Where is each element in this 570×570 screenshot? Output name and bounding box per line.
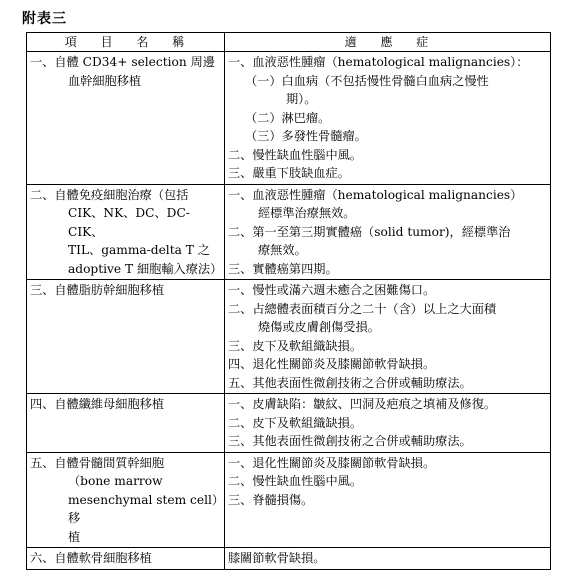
item-name-cell	[27, 452, 225, 548]
indication-line: 三、皮下及軟組織缺損。	[228, 338, 363, 353]
item-name-line: 四、自體纖維母細胞移植	[30, 397, 165, 411]
indication-line: 一、退化性關節炎及膝關節軟骨缺損。	[228, 455, 436, 470]
item-name-line: （bone marrow	[68, 474, 163, 488]
document-title: 附表三	[22, 11, 67, 27]
table-row	[27, 184, 551, 280]
item-name-line: 三、自體脂肪幹細胞移植	[30, 283, 165, 297]
indication-line: （二）淋巴瘤。	[245, 110, 331, 125]
item-name-line: 一、自體 CD34+ selection 周邊	[30, 55, 215, 69]
table-row	[27, 394, 551, 453]
indication-cell	[225, 280, 551, 394]
indication-line: 一、慢性或滿六週未癒合之困難傷口。	[228, 283, 436, 297]
indication-line: 二、占總體表面積百分之二十（含）以上之大面積	[228, 301, 497, 316]
item-name-cell	[27, 394, 225, 453]
item-name-line: TIL、gamma-delta T 之	[68, 243, 210, 257]
indication-line: 一、血液惡性腫瘤（hematological malignancies）	[228, 187, 523, 202]
item-name-cell	[27, 52, 225, 185]
indication-line: 一、皮膚缺陷：皺紋、凹洞及疤痕之填補及修復。	[228, 397, 497, 411]
item-name-line: 植	[68, 529, 81, 544]
header-indication: 適 應 症	[225, 33, 551, 52]
item-name-line: mesenchymal stem cell）移	[68, 492, 218, 525]
indication-cell	[225, 52, 551, 185]
indication-line: 期）。	[286, 92, 317, 106]
header-item-name: 項 目 名 稱	[27, 33, 225, 52]
item-name-line: 二、自體免疫細胞治療（包括	[30, 187, 189, 202]
indication-cell	[225, 452, 551, 548]
item-name-cell	[27, 280, 225, 394]
indication-line: 二、皮下及軟組織缺損。	[228, 415, 363, 430]
indication-line: 二、慢性缺血性腦中風。	[228, 147, 363, 162]
indication-cell	[225, 394, 551, 453]
table-row	[27, 280, 551, 394]
table-header-row	[27, 33, 551, 52]
indication-line: （一）白血病（不包括慢性骨髓白血病之慢性	[245, 73, 489, 88]
indication-line: 療無效。	[258, 243, 307, 257]
item-name-line: 血幹細胞移植	[68, 73, 142, 88]
indication-line: 二、慢性缺血性腦中風。	[228, 474, 363, 488]
indication-line: （三）多發性骨髓瘤。	[245, 129, 367, 143]
item-name-line: CIK、NK、DC、DC-CIK、	[68, 206, 190, 239]
table-row	[27, 452, 551, 548]
indication-line: 膝關節軟骨缺損。	[228, 551, 326, 565]
indication-line: 一、血液惡性腫瘤（hematological malignancies）：	[228, 55, 529, 69]
indication-line: 經標準治療無效。	[258, 206, 356, 220]
indication-line: 三、其他表面性微創技術之合併或輔助療法。	[228, 434, 472, 448]
indication-line: 三、實體癌第四期。	[228, 261, 338, 276]
indication-line: 燒傷或皮膚創傷受損。	[258, 320, 380, 334]
indication-table	[26, 32, 551, 570]
indication-line: 五、其他表面性微創技術之合併或輔助療法。	[228, 375, 472, 390]
item-name-line: 五、自體骨髓間質幹細胞	[30, 455, 165, 470]
table-row	[27, 52, 551, 185]
indication-line: 四、退化性關節炎及膝關節軟骨缺損。	[228, 357, 436, 371]
item-name-line: adoptive T 細胞輸入療法）	[68, 261, 223, 276]
indication-cell	[225, 184, 551, 280]
item-name-line: 六、自體軟骨細胞移植	[30, 551, 152, 565]
indication-line: 二、第一至第三期實體癌（solid tumor)，經標準治	[228, 224, 511, 239]
indication-line: 三、嚴重下肢缺血症。	[228, 166, 350, 180]
indication-line: 三、脊髓損傷。	[228, 492, 314, 507]
item-name-cell	[27, 184, 225, 280]
